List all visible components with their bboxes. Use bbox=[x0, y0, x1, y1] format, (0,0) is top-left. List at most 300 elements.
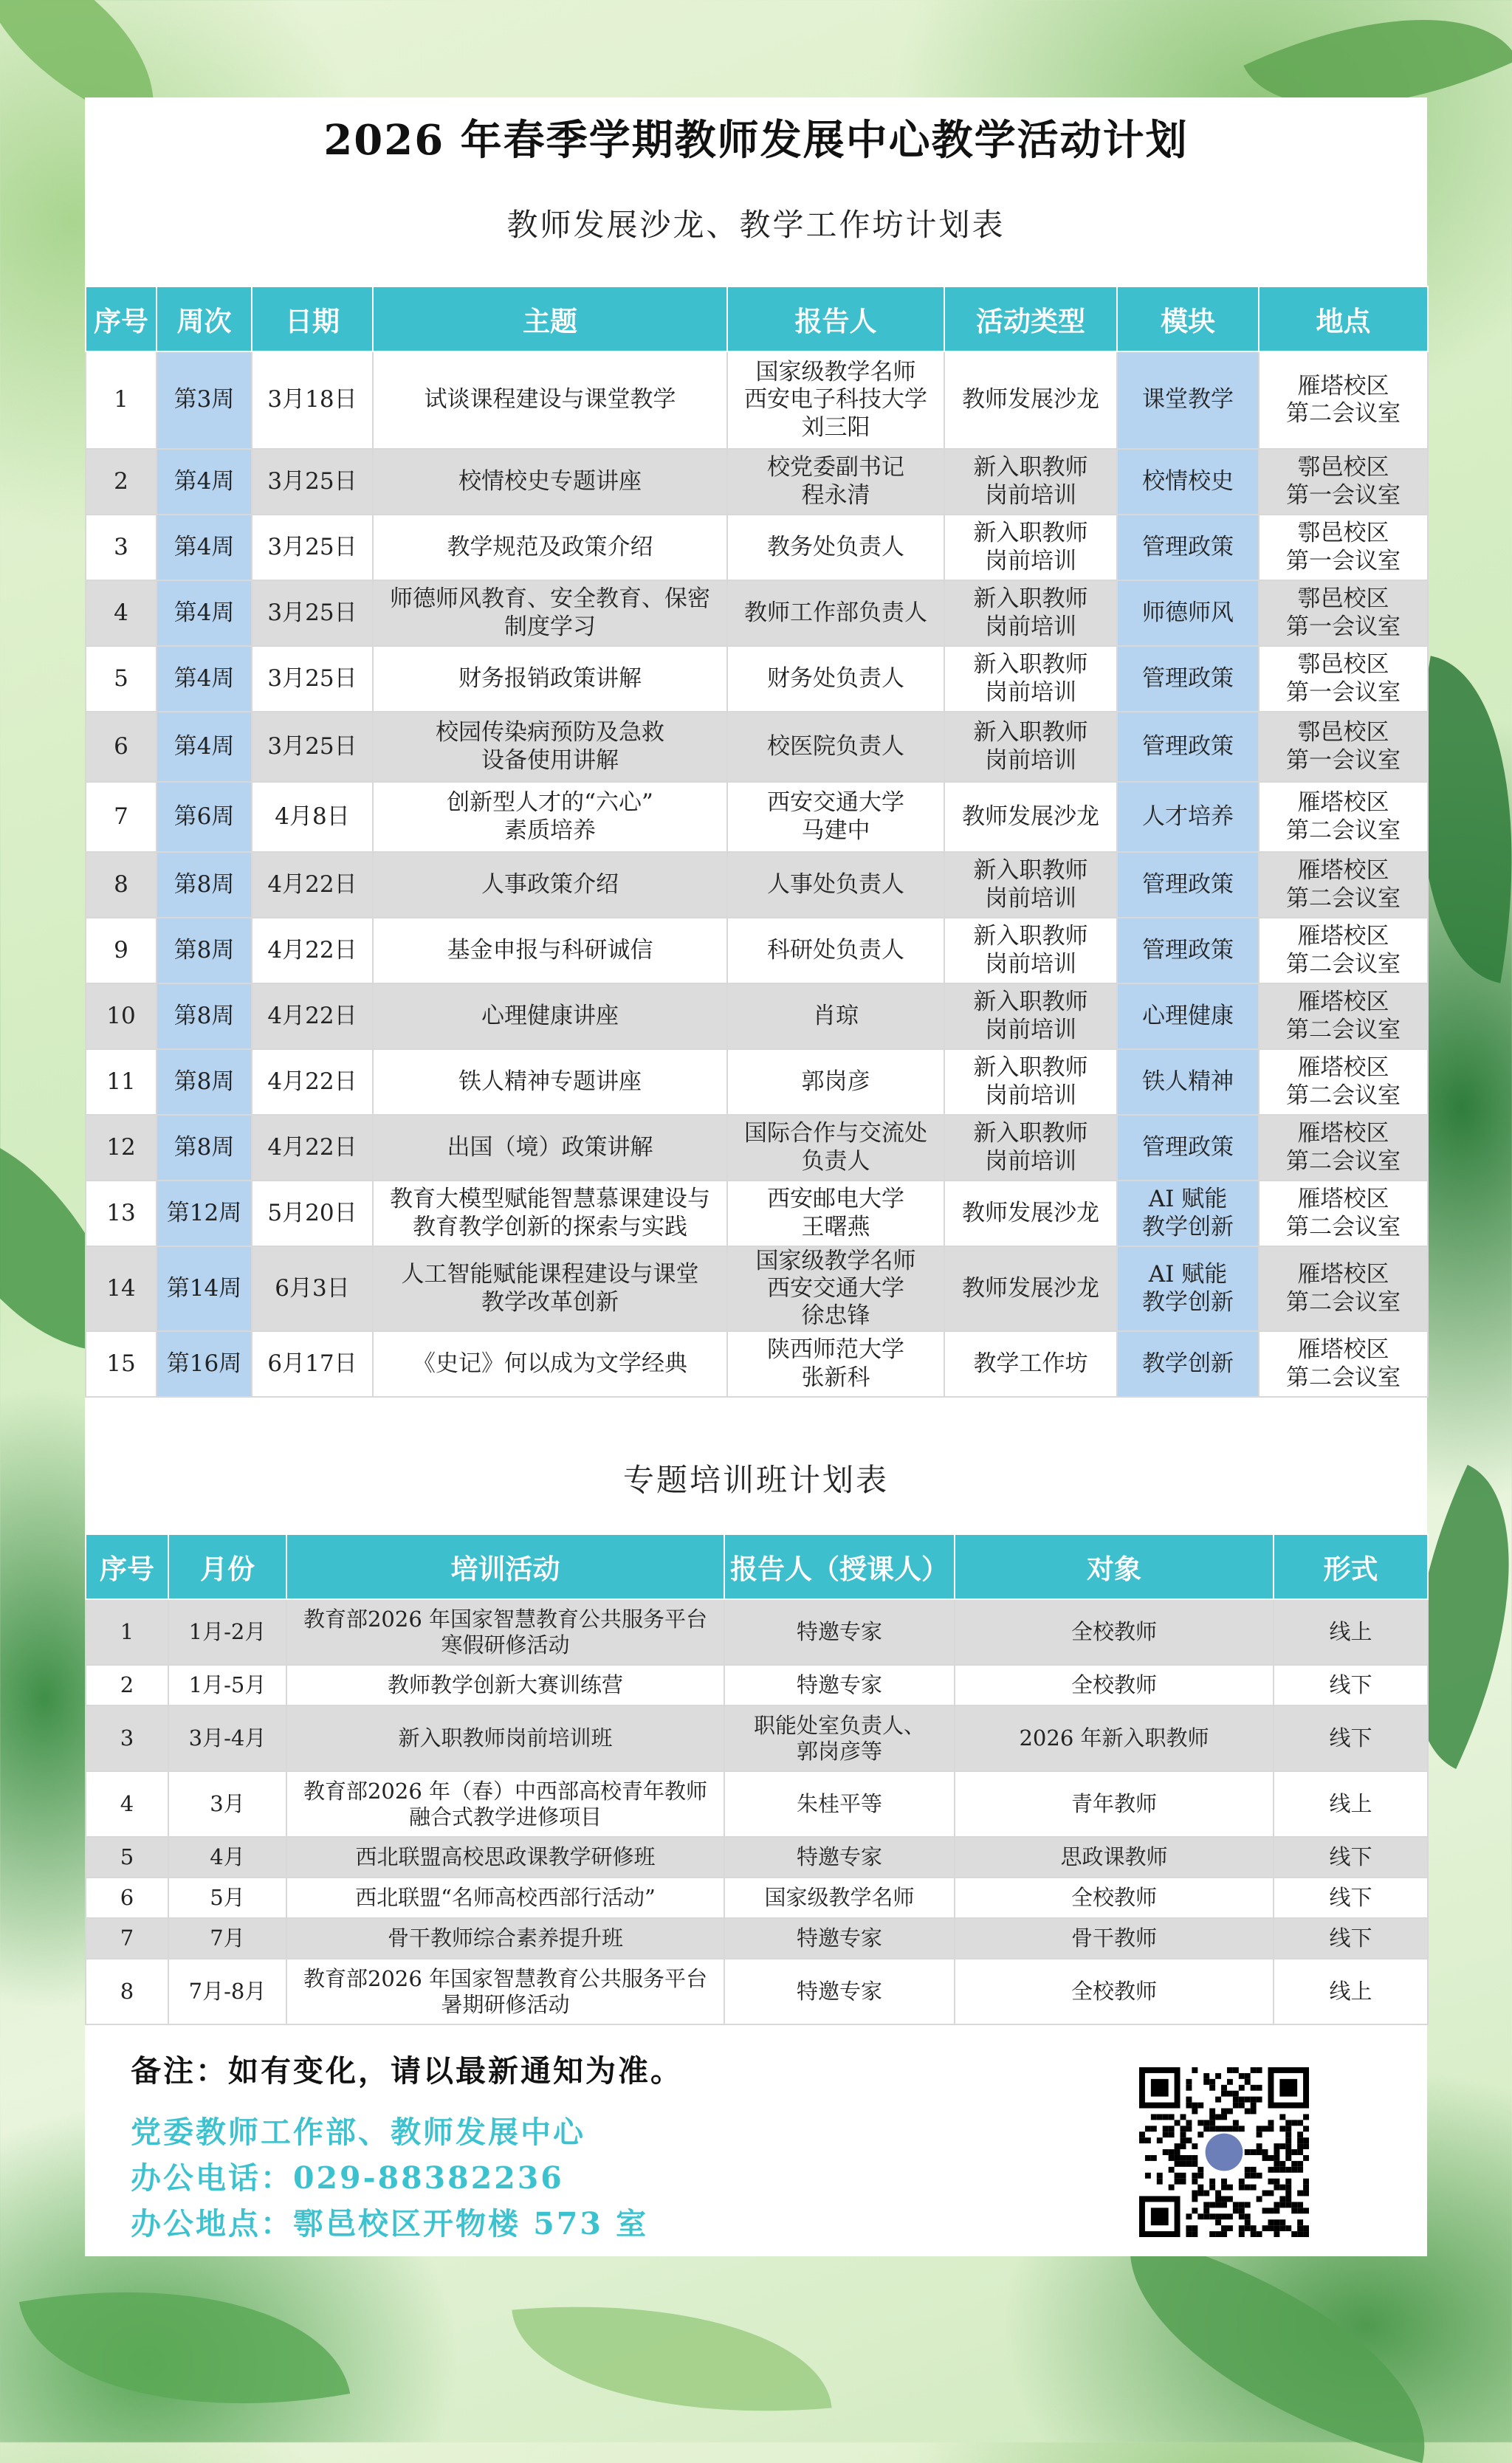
leaf-decoration bbox=[512, 2283, 831, 2435]
week-cell: 第4周 bbox=[157, 449, 252, 515]
location-line: 雁塔校区 bbox=[1297, 1054, 1389, 1082]
location-line: 雁塔校区 bbox=[1297, 1336, 1389, 1364]
location-line: 第二会议室 bbox=[1286, 1364, 1401, 1391]
month-cell: 1月-5月 bbox=[168, 1665, 286, 1705]
speaker-line: 校党委副书记 bbox=[767, 454, 904, 481]
activity-type-cell bbox=[944, 351, 1117, 449]
location-cell bbox=[1259, 983, 1428, 1049]
speaker-line: 人事处负责人 bbox=[767, 870, 904, 898]
format-cell: 线下 bbox=[1274, 1878, 1428, 1918]
location-cell bbox=[1259, 1331, 1428, 1397]
salon-row bbox=[86, 1331, 1428, 1397]
leaf-decoration bbox=[19, 2248, 350, 2447]
location-line: 鄠邑校区 bbox=[1297, 651, 1389, 679]
activity-type-line: 新入职教师 bbox=[973, 1054, 1088, 1082]
lecturer-line: 职能处室负责人、 bbox=[753, 1712, 925, 1738]
row-number: 8 bbox=[86, 852, 157, 918]
activity-type-line: 新入职教师 bbox=[973, 989, 1088, 1016]
topic-cell bbox=[373, 1181, 727, 1246]
location-line: 第一会议室 bbox=[1286, 746, 1401, 774]
lecturer-line: 特邀专家 bbox=[796, 1619, 882, 1645]
salon-row bbox=[86, 1246, 1428, 1331]
activity-type-line: 新入职教师 bbox=[973, 585, 1088, 613]
month-cell: 1月-2月 bbox=[168, 1599, 286, 1665]
location-cell bbox=[1259, 580, 1428, 646]
column-header: 地点 bbox=[1259, 286, 1428, 351]
speaker-cell bbox=[727, 449, 944, 515]
row-number: 3 bbox=[86, 515, 157, 580]
module-line: AI 赋能 bbox=[1148, 1261, 1228, 1288]
activity-type-cell bbox=[944, 515, 1117, 580]
salon-row bbox=[86, 1049, 1428, 1115]
activity-type-line: 教学工作坊 bbox=[973, 1350, 1088, 1377]
location-line: 雁塔校区 bbox=[1297, 789, 1389, 817]
salon-row bbox=[86, 646, 1428, 712]
location-cell bbox=[1259, 712, 1428, 782]
week-cell: 第16周 bbox=[157, 1331, 252, 1397]
speaker-line: 科研处负责人 bbox=[767, 936, 904, 963]
week-cell: 第8周 bbox=[157, 1049, 252, 1115]
speaker-line: 负责人 bbox=[801, 1147, 870, 1175]
location-line: 第二会议室 bbox=[1286, 1016, 1401, 1043]
module-cell bbox=[1117, 1115, 1259, 1181]
speaker-cell bbox=[727, 1115, 944, 1181]
training-row bbox=[86, 1918, 1428, 1959]
module-line: 校情校史 bbox=[1142, 467, 1234, 495]
module-line: 教学创新 bbox=[1142, 1288, 1234, 1316]
salon-row bbox=[86, 852, 1428, 918]
date-cell: 3月25日 bbox=[252, 580, 373, 646]
salon-row bbox=[86, 983, 1428, 1049]
training-row bbox=[86, 1878, 1428, 1918]
date-cell: 4月22日 bbox=[252, 1049, 373, 1115]
module-line: 管理政策 bbox=[1142, 1133, 1234, 1161]
topic-cell bbox=[373, 782, 727, 852]
format-cell: 线下 bbox=[1274, 1665, 1428, 1705]
date-cell: 3月25日 bbox=[252, 449, 373, 515]
date-cell: 4月22日 bbox=[252, 1115, 373, 1181]
training-activity-line: 教育部2026 年国家智慧教育公共服务平台 bbox=[303, 1606, 708, 1632]
activity-type-line: 新入职教师 bbox=[973, 1120, 1088, 1147]
module-line: 课堂教学 bbox=[1142, 386, 1234, 413]
topic-line: 心理健康讲座 bbox=[481, 1002, 619, 1029]
salon-schedule-table bbox=[85, 286, 1429, 1398]
topic-line: 《史记》何以成为文学经典 bbox=[413, 1350, 687, 1377]
location-line: 雁塔校区 bbox=[1297, 989, 1389, 1016]
location-line: 第一会议室 bbox=[1286, 547, 1401, 574]
date-cell: 4月22日 bbox=[252, 983, 373, 1049]
training-activity-line: 暑期研修活动 bbox=[441, 1991, 570, 2017]
speaker-line: 程永清 bbox=[801, 481, 870, 509]
module-line: 人才培养 bbox=[1142, 803, 1234, 830]
speaker-line: 刘三阳 bbox=[801, 413, 870, 441]
speaker-line: 校医院负责人 bbox=[767, 732, 904, 760]
topic-cell bbox=[373, 515, 727, 580]
speaker-cell bbox=[727, 712, 944, 782]
location-cell bbox=[1259, 646, 1428, 712]
location-line: 雁塔校区 bbox=[1297, 857, 1389, 884]
qr-code-icon bbox=[1139, 2067, 1309, 2237]
activity-type-line: 岗前培训 bbox=[985, 613, 1076, 640]
date-cell: 4月22日 bbox=[252, 852, 373, 918]
activity-type-cell bbox=[944, 449, 1117, 515]
speaker-line: 徐忠锋 bbox=[801, 1302, 870, 1330]
topic-line: 教学改革创新 bbox=[481, 1288, 619, 1316]
location-line: 第二会议室 bbox=[1286, 400, 1401, 427]
module-cell bbox=[1117, 983, 1259, 1049]
speaker-line: 教师工作部负责人 bbox=[744, 599, 927, 626]
location-line: 鄠邑校区 bbox=[1297, 719, 1389, 746]
org-name: 党委教师工作部、教师发展中心 bbox=[131, 2115, 585, 2150]
module-cell bbox=[1117, 1331, 1259, 1397]
date-cell: 4月8日 bbox=[252, 782, 373, 852]
training-activity-cell bbox=[286, 1918, 724, 1959]
lecturer-cell bbox=[724, 1918, 955, 1959]
month-cell: 7月-8月 bbox=[168, 1959, 286, 2024]
training-row bbox=[86, 1665, 1428, 1705]
module-cell bbox=[1117, 1049, 1259, 1115]
salon-row bbox=[86, 449, 1428, 515]
topic-cell bbox=[373, 918, 727, 983]
lecturer-cell bbox=[724, 1599, 955, 1665]
speaker-cell bbox=[727, 1049, 944, 1115]
format-cell: 线下 bbox=[1274, 1837, 1428, 1878]
training-row bbox=[86, 1959, 1428, 2024]
speaker-line: 王曙燕 bbox=[801, 1213, 870, 1240]
location-line: 第二会议室 bbox=[1286, 884, 1401, 912]
date-cell: 6月17日 bbox=[252, 1331, 373, 1397]
activity-type-cell bbox=[944, 1115, 1117, 1181]
location-cell bbox=[1259, 449, 1428, 515]
audience-cell: 全校教师 bbox=[955, 1959, 1274, 2024]
training-schedule-table bbox=[85, 1533, 1429, 2025]
topic-line: 教学规范及政策介绍 bbox=[447, 533, 653, 560]
date-cell: 3月25日 bbox=[252, 515, 373, 580]
activity-type-line: 岗前培训 bbox=[985, 547, 1076, 574]
lecturer-cell bbox=[724, 1959, 955, 2024]
training-activity-line: 教育部2026 年国家智慧教育公共服务平台 bbox=[303, 1965, 708, 1991]
leaf-decoration bbox=[1094, 2233, 1460, 2463]
location-cell bbox=[1259, 1246, 1428, 1331]
date-cell: 3月18日 bbox=[252, 351, 373, 449]
topic-cell bbox=[373, 1331, 727, 1397]
speaker-cell bbox=[727, 515, 944, 580]
salon-row bbox=[86, 712, 1428, 782]
training-activity-cell bbox=[286, 1837, 724, 1878]
row-number: 13 bbox=[86, 1181, 157, 1246]
activity-type-line: 岗前培训 bbox=[985, 1147, 1076, 1175]
module-cell bbox=[1117, 449, 1259, 515]
week-cell: 第12周 bbox=[157, 1181, 252, 1246]
salon-row bbox=[86, 515, 1428, 580]
plan-card bbox=[85, 97, 1427, 2256]
speaker-line: 国际合作与交流处 bbox=[744, 1120, 927, 1147]
module-cell bbox=[1117, 918, 1259, 983]
module-line: 教学创新 bbox=[1142, 1350, 1234, 1377]
salon-row bbox=[86, 918, 1428, 983]
topic-line: 试谈课程建设与课堂教学 bbox=[424, 386, 676, 413]
location-line: 第二会议室 bbox=[1286, 950, 1401, 978]
lecturer-cell bbox=[724, 1705, 955, 1771]
speaker-cell bbox=[727, 351, 944, 449]
module-cell bbox=[1117, 1246, 1259, 1331]
location-line: 雁塔校区 bbox=[1297, 1186, 1389, 1213]
module-line: 管理政策 bbox=[1142, 664, 1234, 692]
format-cell: 线上 bbox=[1274, 1771, 1428, 1837]
row-number: 12 bbox=[86, 1115, 157, 1181]
lecturer-cell bbox=[724, 1837, 955, 1878]
audience-cell: 思政课教师 bbox=[955, 1837, 1274, 1878]
row-number: 15 bbox=[86, 1331, 157, 1397]
training-activity-line: 骨干教师综合素养提升班 bbox=[387, 1926, 623, 1951]
speaker-cell bbox=[727, 983, 944, 1049]
lecturer-line: 郭岗彦等 bbox=[796, 1738, 882, 1764]
lecturer-line: 国家级教学名师 bbox=[764, 1885, 915, 1911]
location-cell bbox=[1259, 1115, 1428, 1181]
speaker-line: 肖琼 bbox=[813, 1002, 859, 1029]
speaker-cell bbox=[727, 646, 944, 712]
module-cell bbox=[1117, 1181, 1259, 1246]
location-cell bbox=[1259, 351, 1428, 449]
format-cell: 线下 bbox=[1274, 1705, 1428, 1771]
activity-type-line: 岗前培训 bbox=[985, 679, 1076, 706]
month-cell: 3月 bbox=[168, 1771, 286, 1837]
module-line: 师德师风 bbox=[1142, 599, 1234, 626]
format-cell: 线下 bbox=[1274, 1918, 1428, 1959]
row-number: 6 bbox=[86, 712, 157, 782]
module-line: 管理政策 bbox=[1142, 533, 1234, 560]
topic-line: 出国（境）政策讲解 bbox=[447, 1133, 653, 1161]
activity-type-cell bbox=[944, 580, 1117, 646]
lecturer-line: 特邀专家 bbox=[796, 1926, 882, 1951]
date-cell: 4月22日 bbox=[252, 918, 373, 983]
audience-cell: 骨干教师 bbox=[955, 1918, 1274, 1959]
activity-type-line: 岗前培训 bbox=[985, 1016, 1076, 1043]
location-line: 第一会议室 bbox=[1286, 613, 1401, 640]
topic-cell bbox=[373, 1246, 727, 1331]
topic-line: 人事政策介绍 bbox=[481, 870, 619, 898]
location-line: 第二会议室 bbox=[1286, 1147, 1401, 1175]
speaker-line: 西安交通大学 bbox=[767, 789, 904, 817]
topic-line: 铁人精神专题讲座 bbox=[458, 1068, 642, 1095]
location-line: 雁塔校区 bbox=[1297, 372, 1389, 399]
row-number: 2 bbox=[86, 449, 157, 515]
activity-type-line: 教师发展沙龙 bbox=[962, 386, 1099, 413]
date-cell: 3月25日 bbox=[252, 646, 373, 712]
week-cell: 第8周 bbox=[157, 983, 252, 1049]
topic-line: 财务报销政策讲解 bbox=[458, 664, 642, 692]
page-title: 2026 年春季学期教师发展中心教学活动计划 bbox=[323, 116, 1189, 165]
module-line: 管理政策 bbox=[1142, 936, 1234, 963]
activity-type-line: 教师发展沙龙 bbox=[962, 803, 1099, 830]
location-line: 鄠邑校区 bbox=[1297, 585, 1389, 613]
topic-line: 校情校史专题讲座 bbox=[458, 467, 642, 495]
module-cell bbox=[1117, 515, 1259, 580]
location-cell bbox=[1259, 1181, 1428, 1246]
salon-table-title: 教师发展沙龙、教学工作坊计划表 bbox=[506, 207, 1006, 243]
location-line: 鄠邑校区 bbox=[1297, 520, 1389, 547]
activity-type-line: 岗前培训 bbox=[985, 746, 1076, 774]
location-line: 第二会议室 bbox=[1286, 817, 1401, 844]
module-cell bbox=[1117, 580, 1259, 646]
location-cell bbox=[1259, 852, 1428, 918]
row-number: 6 bbox=[86, 1878, 168, 1918]
footer-notes bbox=[131, 2047, 683, 2247]
remark-text: 备注：如有变化，请以最新通知为准。 bbox=[131, 2053, 683, 2089]
topic-cell bbox=[373, 1115, 727, 1181]
office-address: 办公地点：鄠邑校区开物楼 573 室 bbox=[131, 2206, 649, 2242]
topic-line: 校园传染病预防及急救 bbox=[436, 719, 664, 746]
topic-line: 创新型人才的“六心” bbox=[447, 789, 653, 817]
date-cell: 6月3日 bbox=[252, 1246, 373, 1331]
week-cell: 第4周 bbox=[157, 646, 252, 712]
activity-type-cell bbox=[944, 646, 1117, 712]
column-header: 日期 bbox=[252, 286, 373, 351]
row-number: 8 bbox=[86, 1959, 168, 2024]
month-cell: 5月 bbox=[168, 1878, 286, 1918]
row-number: 11 bbox=[86, 1049, 157, 1115]
training-activity-cell bbox=[286, 1599, 724, 1665]
activity-type-line: 新入职教师 bbox=[973, 719, 1088, 746]
speaker-cell bbox=[727, 918, 944, 983]
audience-cell: 全校教师 bbox=[955, 1878, 1274, 1918]
week-cell: 第14周 bbox=[157, 1246, 252, 1331]
week-cell: 第4周 bbox=[157, 580, 252, 646]
training-row bbox=[86, 1837, 1428, 1878]
week-cell: 第6周 bbox=[157, 782, 252, 852]
row-number: 5 bbox=[86, 1837, 168, 1878]
week-cell: 第4周 bbox=[157, 712, 252, 782]
month-cell: 3月-4月 bbox=[168, 1705, 286, 1771]
salon-row bbox=[86, 1181, 1428, 1246]
location-line: 雁塔校区 bbox=[1297, 923, 1389, 950]
row-number: 7 bbox=[86, 1918, 168, 1959]
week-cell: 第8周 bbox=[157, 852, 252, 918]
activity-type-line: 新入职教师 bbox=[973, 454, 1088, 481]
topic-line: 教育教学创新的探索与实践 bbox=[413, 1213, 687, 1240]
module-line: 教学创新 bbox=[1142, 1213, 1234, 1240]
location-line: 第一会议室 bbox=[1286, 481, 1401, 509]
training-row bbox=[86, 1599, 1428, 1665]
location-line: 鄠邑校区 bbox=[1297, 454, 1389, 481]
speaker-line: 财务处负责人 bbox=[767, 664, 904, 692]
location-cell bbox=[1259, 782, 1428, 852]
training-activity-line: 西北联盟“名师高校西部行活动” bbox=[355, 1885, 656, 1911]
activity-type-cell bbox=[944, 782, 1117, 852]
speaker-line: 陕西师范大学 bbox=[767, 1336, 904, 1364]
column-header: 序号 bbox=[86, 286, 157, 351]
activity-type-line: 教师发展沙龙 bbox=[962, 1199, 1099, 1226]
location-line: 第二会议室 bbox=[1286, 1288, 1401, 1316]
module-line: 管理政策 bbox=[1142, 732, 1234, 760]
training-activity-line: 教师教学创新大赛训练营 bbox=[387, 1672, 623, 1698]
week-cell: 第4周 bbox=[157, 515, 252, 580]
row-number: 5 bbox=[86, 646, 157, 712]
lecturer-line: 特邀专家 bbox=[796, 1979, 882, 2005]
topic-cell bbox=[373, 580, 727, 646]
activity-type-line: 岗前培训 bbox=[985, 481, 1076, 509]
module-cell bbox=[1117, 852, 1259, 918]
activity-type-line: 新入职教师 bbox=[973, 520, 1088, 547]
contact-info bbox=[131, 2109, 683, 2247]
lecturer-line: 朱桂平等 bbox=[796, 1791, 882, 1817]
month-cell: 7月 bbox=[168, 1918, 286, 1959]
activity-type-line: 新入职教师 bbox=[973, 857, 1088, 884]
column-header: 周次 bbox=[157, 286, 252, 351]
training-table-header bbox=[86, 1534, 1428, 1599]
audience-cell: 全校教师 bbox=[955, 1665, 1274, 1705]
location-line: 雁塔校区 bbox=[1297, 1120, 1389, 1147]
row-number: 2 bbox=[86, 1665, 168, 1705]
week-cell: 第8周 bbox=[157, 1115, 252, 1181]
location-line: 第一会议室 bbox=[1286, 679, 1401, 706]
lecturer-cell bbox=[724, 1665, 955, 1705]
column-header: 形式 bbox=[1274, 1534, 1428, 1599]
topic-line: 教育大模型赋能智慧慕课建设与 bbox=[390, 1186, 710, 1213]
training-activity-line: 西北联盟高校思政课教学研修班 bbox=[355, 1844, 656, 1870]
training-activity-cell bbox=[286, 1878, 724, 1918]
salon-table-header bbox=[86, 286, 1428, 351]
module-line: 心理健康 bbox=[1142, 1002, 1234, 1029]
salon-row bbox=[86, 782, 1428, 852]
topic-cell bbox=[373, 646, 727, 712]
week-cell: 第3周 bbox=[157, 351, 252, 449]
audience-cell: 2026 年新入职教师 bbox=[955, 1705, 1274, 1771]
speaker-line: 西安邮电大学 bbox=[767, 1186, 904, 1213]
topic-line: 基金申报与科研诚信 bbox=[447, 936, 653, 963]
speaker-line: 西安交通大学 bbox=[767, 1274, 904, 1302]
column-header: 报告人（授课人） bbox=[724, 1534, 955, 1599]
speaker-cell bbox=[727, 782, 944, 852]
topic-line: 人工智能赋能课程建设与课堂 bbox=[401, 1261, 699, 1288]
speaker-line: 郭岗彦 bbox=[801, 1068, 870, 1095]
training-row bbox=[86, 1771, 1428, 1837]
lecturer-cell bbox=[724, 1878, 955, 1918]
location-cell bbox=[1259, 515, 1428, 580]
topic-cell bbox=[373, 852, 727, 918]
training-activity-cell bbox=[286, 1771, 724, 1837]
topic-cell bbox=[373, 712, 727, 782]
module-line: 铁人精神 bbox=[1142, 1068, 1234, 1095]
location-line: 第二会议室 bbox=[1286, 1213, 1401, 1240]
activity-type-cell bbox=[944, 1246, 1117, 1331]
speaker-cell bbox=[727, 1331, 944, 1397]
column-header: 月份 bbox=[168, 1534, 286, 1599]
training-activity-cell bbox=[286, 1959, 724, 2024]
module-line: AI 赋能 bbox=[1148, 1186, 1228, 1213]
row-number: 4 bbox=[86, 1771, 168, 1837]
activity-type-cell bbox=[944, 1331, 1117, 1397]
activity-type-cell bbox=[944, 918, 1117, 983]
date-cell: 5月20日 bbox=[252, 1181, 373, 1246]
training-activity-line: 教育部2026 年（春）中西部高校青年教师 bbox=[303, 1778, 708, 1804]
activity-type-line: 新入职教师 bbox=[973, 651, 1088, 679]
speaker-cell bbox=[727, 580, 944, 646]
speaker-line: 西安电子科技大学 bbox=[744, 386, 927, 413]
topic-cell bbox=[373, 1049, 727, 1115]
training-activity-cell bbox=[286, 1665, 724, 1705]
row-number: 7 bbox=[86, 782, 157, 852]
office-phone: 办公电话：029-88382236 bbox=[131, 2160, 564, 2196]
column-header: 主题 bbox=[373, 286, 727, 351]
speaker-line: 国家级教学名师 bbox=[755, 359, 916, 386]
row-number: 1 bbox=[86, 1599, 168, 1665]
salon-row bbox=[86, 580, 1428, 646]
topic-line: 设备使用讲解 bbox=[481, 746, 619, 774]
column-header: 活动类型 bbox=[944, 286, 1117, 351]
speaker-line: 马建中 bbox=[801, 817, 870, 844]
row-number: 9 bbox=[86, 918, 157, 983]
